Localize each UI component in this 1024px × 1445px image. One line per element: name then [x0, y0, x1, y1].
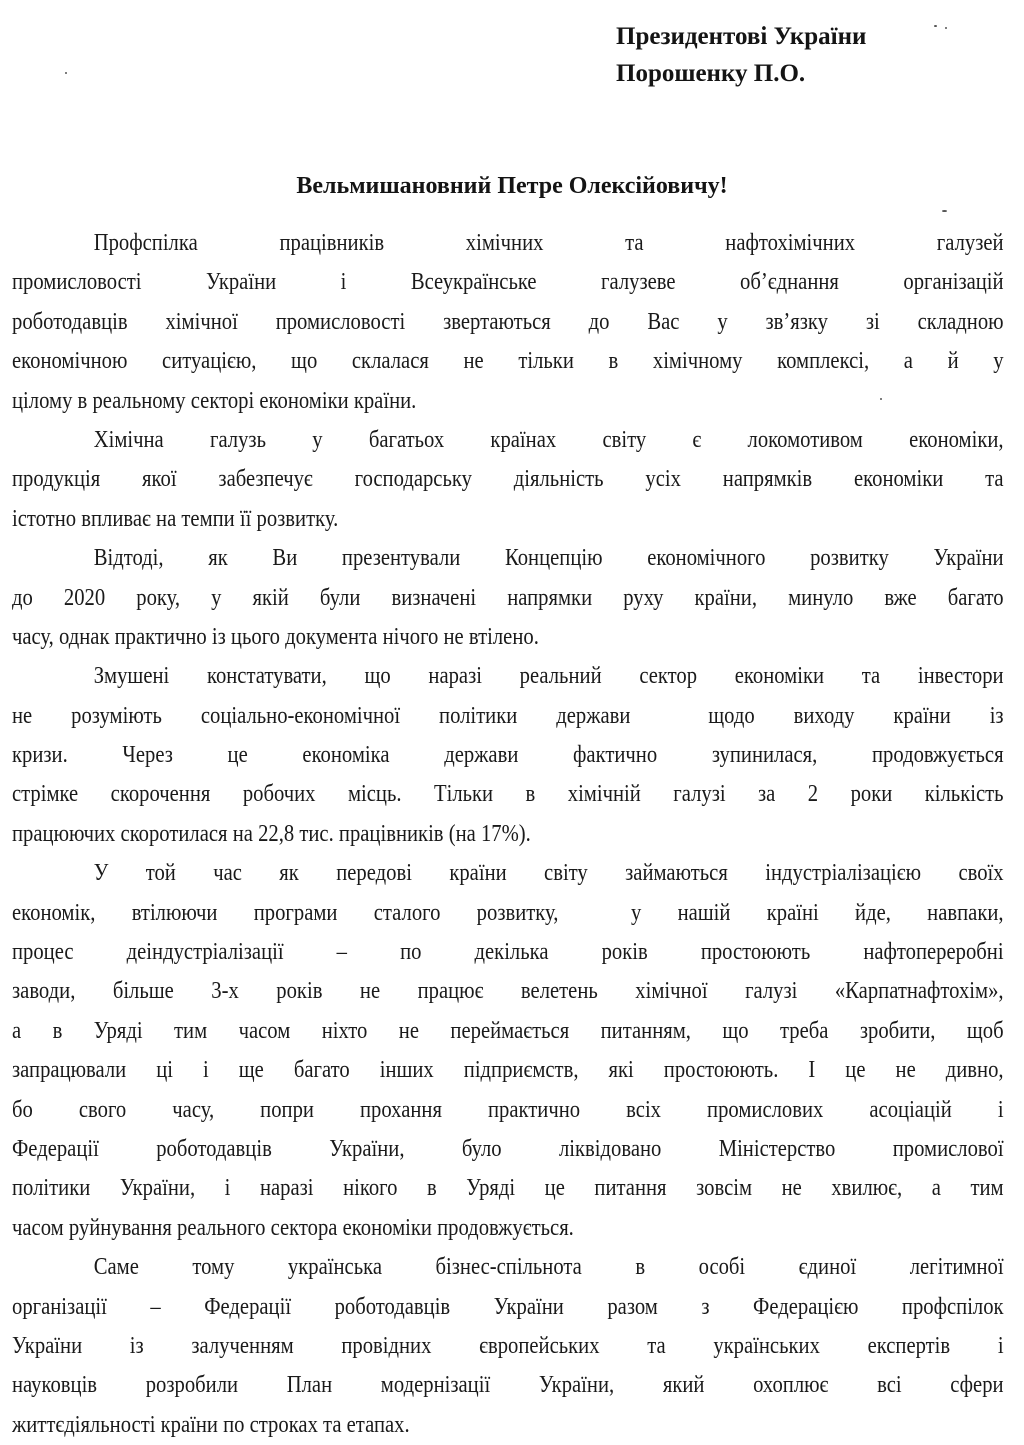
paragraph-line: Федерації роботодавців України, було ліквідовано Міністерство промислової: [12, 1135, 1004, 1162]
scan-speck: [65, 72, 67, 74]
paragraph-line: промисловості України і Всеукраїнське галузеве об’єднання організацій: [12, 269, 1004, 296]
paragraph: [12, 421, 1004, 539]
paragraph-line: науковців розробили План модернізації України, який охоплює всі сфери: [12, 1372, 1004, 1399]
paragraph: [12, 854, 1004, 1248]
paragraph-line: Відтоді, як Ви презентували Концепцію економічного розвитку України: [93, 545, 1004, 572]
paragraph-line: бо свого часу, попри прохання практично всіх промислових асоціацій і: [12, 1096, 1004, 1123]
paragraph-line: життєдіяльності країни по строках та етапах.: [12, 1411, 410, 1438]
paragraph: [12, 224, 1004, 421]
paragraph-line: економік, втілюючи програми сталого розвитку, у нашій країні йде, навпаки,: [12, 899, 1004, 926]
paragraph-line: Саме тому українська бізнес-спільнота в особі єдиної легітимної: [93, 1254, 1004, 1281]
paragraph: [12, 657, 1004, 854]
paragraph-line: Хімічна галузь у багатьох країнах світу є локомотивом економіки,: [93, 426, 1004, 453]
paragraph-line: організації – Федерації роботодавців України разом з Федерацією профспілок: [12, 1293, 1004, 1320]
paragraph-line: працюючих скоротилася на 22,8 тис. працівників (на 17%).: [12, 820, 531, 847]
paragraph-line: а в Уряді тим часом ніхто не переймається питанням, що треба зробити, щоб: [12, 1017, 1004, 1044]
paragraph-line: У той час як передові країни світу займаються індустріалізацією своїх: [93, 860, 1004, 887]
scan-speck: [880, 398, 882, 400]
paragraph-line: часу, однак практично із цього документа нічого не втілено.: [12, 623, 539, 650]
letter-body: [12, 224, 1004, 1445]
paragraph-line: часом руйнування реального сектора економіки продовжується.: [12, 1214, 574, 1241]
paragraph-line: запрацювали ці і ще багато інших підприємств, які простоюють. І це не дивно,: [12, 1057, 1004, 1084]
paragraph: [12, 1248, 1004, 1445]
paragraph: [12, 539, 1004, 657]
paragraph-line: Профспілка працівників хімічних та нафтохімічних галузей: [93, 230, 1004, 256]
paragraph-line: заводи, більше 3-х років не працює велетень хімічної галузі «Карпатнафтохім»,: [12, 978, 1004, 1005]
paragraph-line: продукція якої забезпечує господарську діяльність усіх напрямків економіки та: [12, 466, 1004, 493]
addressee-block: [616, 18, 866, 92]
paragraph-line: не розуміють соціально-економічної політики держави щодо виходу країни із: [12, 702, 1004, 729]
paragraph-line: істотно впливає на темпи її розвитку.: [12, 505, 339, 532]
paragraph-line: політики України, і наразі нікого в Уряді це питання зовсім не хвилює, а тим: [12, 1175, 1004, 1202]
paragraph-line: кризи. Через це економіка держави фактично зупинилася, продовжується: [12, 742, 1004, 769]
salutation: Вельмишановний Петре Олексійовичу!: [296, 173, 728, 199]
paragraph-line: України із залученням провідних європейських та українських експертів і: [12, 1332, 1004, 1359]
paragraph-line: економічною ситуацією, що склалася не тільки в хімічному комплексі, а й у: [12, 348, 1004, 375]
scan-speck: [934, 25, 937, 27]
paragraph-line: роботодавців хімічної промисловості звертаються до Вас у зв’язку зі складною: [12, 308, 1004, 335]
addressee-line-2: Порошенку П.О.: [616, 60, 806, 87]
paragraph-line: до 2020 року, у якій були визначені напрямки руху країни, минуло вже багато: [12, 584, 1004, 611]
paragraph-line: процес деіндустріалізації – по декілька років простоюють нафтопереробні: [12, 939, 1004, 966]
paragraph-line: цілому в реальному секторі економіки країни.: [12, 387, 417, 414]
scan-speck: [945, 27, 947, 29]
paragraph-line: Змушені констатувати, що наразі реальний сектор економіки та інвестори: [93, 663, 1004, 690]
scan-speck: [942, 210, 947, 212]
paragraph-line: стрімке скорочення робочих місць. Тільки в хімічній галузі за 2 роки кількість: [12, 781, 1004, 808]
addressee-line-1: Президентові України: [616, 23, 867, 50]
